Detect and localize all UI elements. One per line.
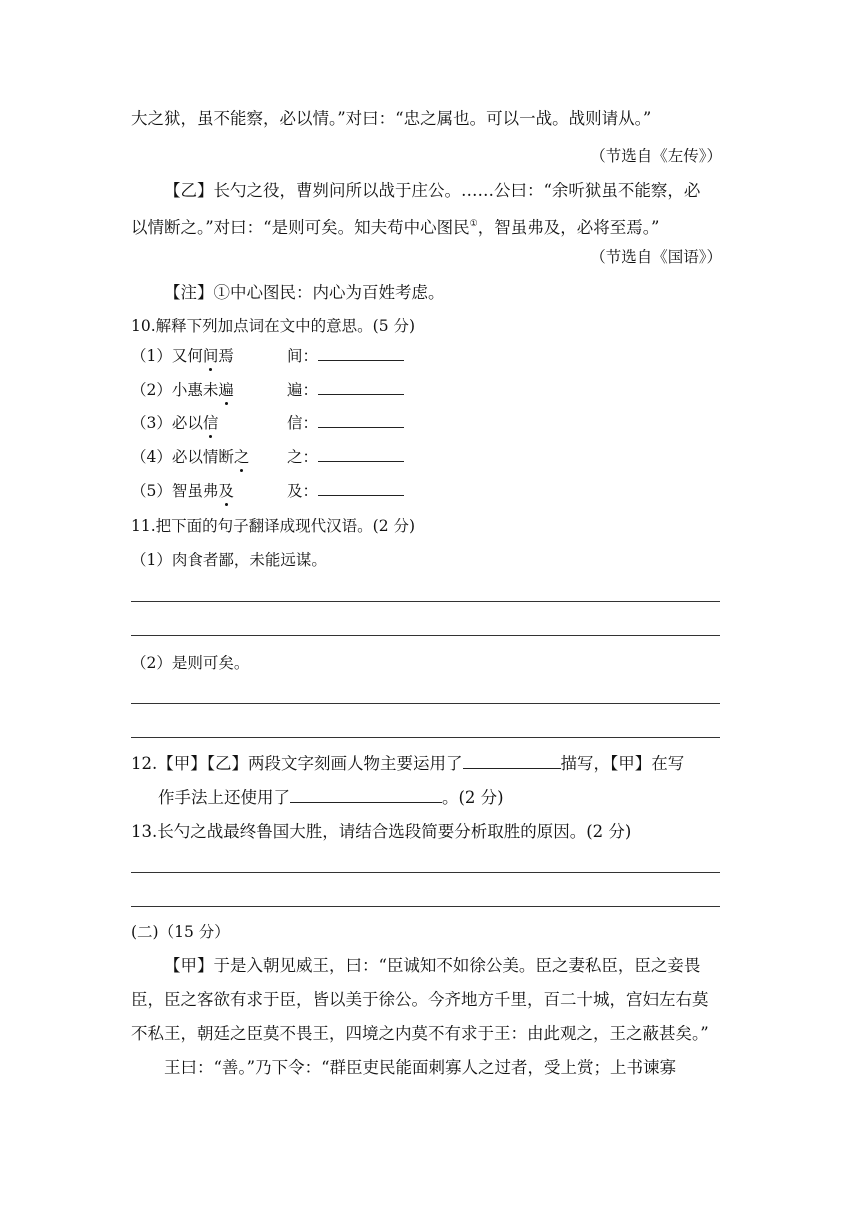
passage-2-line-4: 王曰：“善。”乃下令：“群臣吏民能面刺寡人之过者，受上赏；上书谏寡 xyxy=(164,1058,677,1077)
answer-line[interactable] xyxy=(131,872,720,873)
q10-answer-2 xyxy=(287,378,404,402)
answer-line[interactable] xyxy=(131,601,720,602)
q10-item-4 xyxy=(131,445,249,469)
answer-label: 信： xyxy=(287,414,319,432)
answer-blank[interactable] xyxy=(318,411,404,428)
item-number: （5） xyxy=(131,482,172,500)
source-guoyu: （节选自《国语》） xyxy=(590,248,722,266)
answer-blank[interactable] xyxy=(318,378,404,395)
item-text-end: 焉 xyxy=(218,347,234,365)
item-number: （3） xyxy=(131,414,172,432)
passage-yi-line-1: 【乙】长勺之役，曹刿问所以战于庄公。……公曰：“余听狱虽不能察，必 xyxy=(164,181,701,200)
item-text: 又何 xyxy=(171,347,203,365)
annotation-note: 【注】①中心图民：内心为百姓考虑。 xyxy=(164,283,445,302)
q11-sentence-2: （2）是则可矣。 xyxy=(131,654,250,672)
answer-line[interactable] xyxy=(131,635,720,636)
dotted-word: 信 xyxy=(203,411,219,435)
passage-2-line-2: 臣，臣之客欲有求于臣，皆以美于徐公。今齐地方千里，百二十城，宫妇左右莫 xyxy=(131,990,709,1009)
question-10-title: 10.解释下列加点词在文中的意思。(5 分) xyxy=(131,317,416,335)
answer-blank[interactable] xyxy=(290,786,442,803)
passage-yi-line-2-text: 以情断之。”对曰：“是则可矣。知夫苟中心图民 xyxy=(131,218,470,237)
dotted-word: 之 xyxy=(234,445,250,469)
dotted-word: 间 xyxy=(203,344,219,368)
dotted-word: 及 xyxy=(218,479,234,503)
question-12-line-1 xyxy=(131,752,684,776)
answer-label: 及： xyxy=(287,482,319,500)
q10-answer-1 xyxy=(287,344,404,368)
passage-yi-line-2-end: ，智虽弗及，必将至焉。” xyxy=(477,218,660,237)
footnote-marker: ① xyxy=(469,219,478,229)
q12-text-cont: 描写，【甲】在写 xyxy=(560,754,685,773)
source-zuozhuan: （节选自《左传》） xyxy=(590,147,722,165)
q12-text: 作手法上还使用了 xyxy=(158,788,290,807)
q10-item-2 xyxy=(131,378,234,402)
answer-blank[interactable] xyxy=(318,445,404,462)
passage-2-line-1: 【甲】于是入朝见威王，曰：“臣诚知不如徐公美。臣之妻私臣，臣之妾畏 xyxy=(164,956,701,975)
q10-item-3 xyxy=(131,411,218,435)
q10-item-1 xyxy=(131,344,234,368)
q11-sentence-1: （1）肉食者鄙，未能远谋。 xyxy=(131,551,327,569)
item-number: （4） xyxy=(131,448,172,466)
dotted-word: 遍 xyxy=(218,378,234,402)
item-number: （1） xyxy=(131,347,172,365)
question-12-line-2 xyxy=(158,786,504,810)
answer-label: 间： xyxy=(287,347,319,365)
item-text: 必以情断 xyxy=(171,448,234,466)
item-text: 智虽弗 xyxy=(171,482,219,500)
answer-blank[interactable] xyxy=(318,479,404,496)
q10-answer-3 xyxy=(287,411,404,435)
answer-label: 遍： xyxy=(287,381,319,399)
q10-item-5 xyxy=(131,479,234,503)
answer-line[interactable] xyxy=(131,703,720,704)
item-number: （2） xyxy=(131,381,172,399)
answer-line[interactable] xyxy=(131,737,720,738)
item-text: 小惠未 xyxy=(171,381,219,399)
q12-text-end: 。(2 分) xyxy=(442,788,504,807)
question-13-title: 13.长勺之战最终鲁国大胜，请结合选段简要分析取胜的原因。(2 分) xyxy=(131,822,632,841)
q12-text: 12.【甲】【乙】两段文字刻画人物主要运用了 xyxy=(131,754,463,773)
item-text: 必以 xyxy=(171,414,203,432)
q10-answer-5 xyxy=(287,479,404,503)
answer-label: 之： xyxy=(287,448,319,466)
answer-line[interactable] xyxy=(131,906,720,907)
question-11-title: 11.把下面的句子翻译成现代汉语。(2 分) xyxy=(131,517,416,535)
section-2-heading: (二)（15 分） xyxy=(131,923,230,941)
answer-blank[interactable] xyxy=(318,344,404,361)
passage-jia-last-line: 大之狱，虽不能察，必以情。”对曰：“忠之属也。可以一战。战则请从。” xyxy=(131,109,652,128)
passage-yi-line-2 xyxy=(131,212,659,240)
answer-blank[interactable] xyxy=(463,752,561,769)
q10-answer-4 xyxy=(287,445,404,469)
passage-2-line-3: 不私王，朝廷之臣莫不畏王，四境之内莫不有求于王：由此观之，王之蔽甚矣。” xyxy=(131,1024,709,1043)
